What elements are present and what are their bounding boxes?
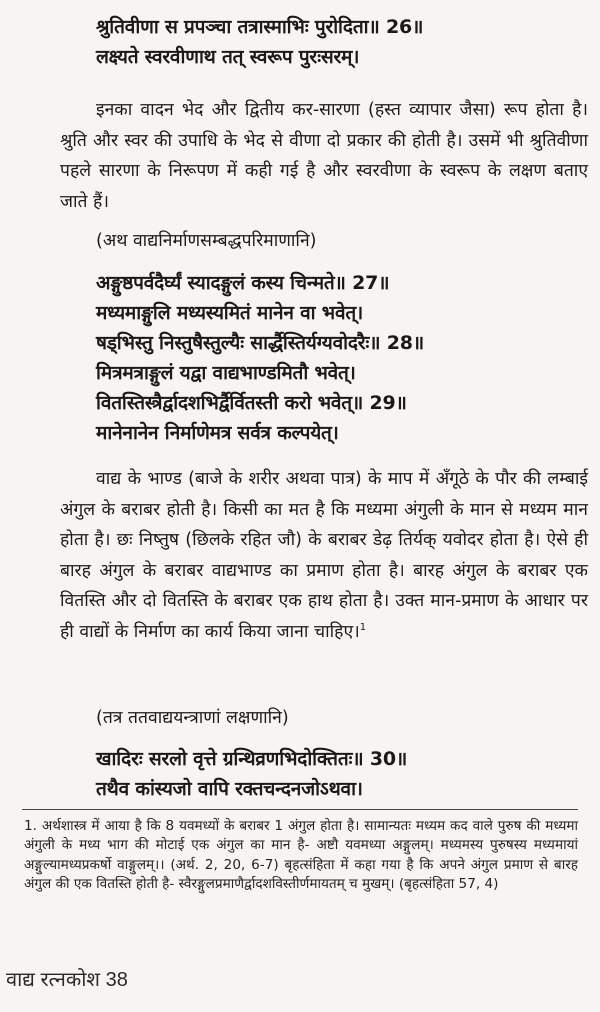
verse-line-30: खादिरः सरलो वृत्ते ग्रन्थिव्रणभिदोक्तितः॥ 30॥ xyxy=(96,748,408,770)
footnote-reference: 1 xyxy=(359,621,367,633)
verse-line-28: षड्भिस्तु निस्तुषैस्तुल्यैः सार्द्धैस्तिर्यग्यवोदरैः॥ 28॥ xyxy=(96,332,424,354)
verse-line-29b: मानेनानेन निर्माणेमत्र सर्वत्र कल्पयेत्। xyxy=(96,422,339,444)
paragraph-explanation-1: इनका वादन भेद और द्वितीय कर-सारणा (हस्त व्यापार जैसा) रूप होता है। श्रुति और स्वर की उपाधि के भेद से वीणा दो प्रकार की होती है। उसमें भी श्रुतिवीणा पहले सारणा के निरूपण में कही गई है और स्वरवीणा के स्वरूप के लक्षण बताए जाते हैं। xyxy=(60,100,588,212)
verse-line-27b: मध्यमाङ्गुलि मध्यस्यमितं मानेन वा भवेत्। xyxy=(96,302,363,324)
paragraph-explanation-2-text: वाद्य के भाण्ड (बाजे के शरीर अथवा पात्र) के माप में अँगूठे के पौर की लम्बाई अंगुल के बराबर होती है। किसी का मत है कि मध्यमा अंगुली के मान से मध्यम मान होता है। छः निष्तुष (छिलके रहित जौ) के बराबर डेढ़ तिर्यक् यवोदर होता है। ऐसे ही बारह अंगुल के बराबर वाद्यभाण्ड का प्रमाण होता है। बारह अंगुल के बराबर एक वितस्ति और दो वितस्ति के बराबर एक हाथ होता है। उक्त मान-प्रमाण के आधार पर ही वाद्यों के निर्माण का कार्य किया जाना चाहिए। xyxy=(60,469,588,642)
section-heading-stringed-instruments: (तत्र ततवाद्ययन्त्राणां लक्षणानि) xyxy=(96,708,289,728)
page-footer: वाद्य रत्नकोश 38 xyxy=(6,969,128,991)
paragraph-explanation-2 xyxy=(60,464,588,647)
verse-line-26b: लक्ष्यते स्वरवीणाथ तत् स्वरूप पुरःसरम्। xyxy=(96,46,360,68)
verse-line-26: श्रुतिवीणा स प्रपञ्चा तत्रास्माभिः पुरोदिता॥ 26॥ xyxy=(96,16,424,38)
section-heading-measurements: (अथ वाद्यनिर्माणसम्बद्धपरिमाणानि) xyxy=(96,231,317,251)
verse-line-28b: मित्रमत्राङ्गुलं यद्वा वाद्यभाण्डमितौ भवेत्। xyxy=(96,362,356,384)
verse-line-27: अङ्गुष्ठपर्वदैर्घ्यं स्यादङ्गुलं कस्य चिन्मते॥ 27॥ xyxy=(96,272,390,294)
footnote-text: 1. अर्थशास्त्र में आया है कि 8 यवमध्यों के बराबर 1 अंगुल होता है। सामान्यतः मध्यम कद वाले पुरुष की मध्यमा अंगुली के मध्य भाग की मोटाई एक अंगुल का मान है- अष्टौ यवमध्या अङ्गुलम्। मध्यमस्य पुरुषस्य मध्यमायां अङ्गुल्यामध्यप्रकर्षो वाङ्गुलम्।। (अर्थ. 2, 20, 6-7) बृहत्संहिता में कहा गया है कि अपने अंगुल प्रमाण से बारह अंगुल की एक वितस्ति होती है- स्वैरङ्गुलप्रमाणैर्द्वादशविस्तीर्णमायतम् च मुखम्। (बृहत्संहिता 57, 4) xyxy=(24,818,578,892)
footnote-divider xyxy=(22,809,578,810)
verse-block-top xyxy=(96,12,591,72)
verse-block-middle xyxy=(96,268,591,448)
verse-line-29: वितस्तिस्त्रैर्द्वादशभिर्द्वैर्वितस्ती करो भवेत्॥ 29॥ xyxy=(96,392,407,414)
verse-line-30b: तथैव कांस्यजो वापि रक्तचन्दनजोऽथवा। xyxy=(96,778,363,800)
verse-block-bottom xyxy=(96,744,591,804)
